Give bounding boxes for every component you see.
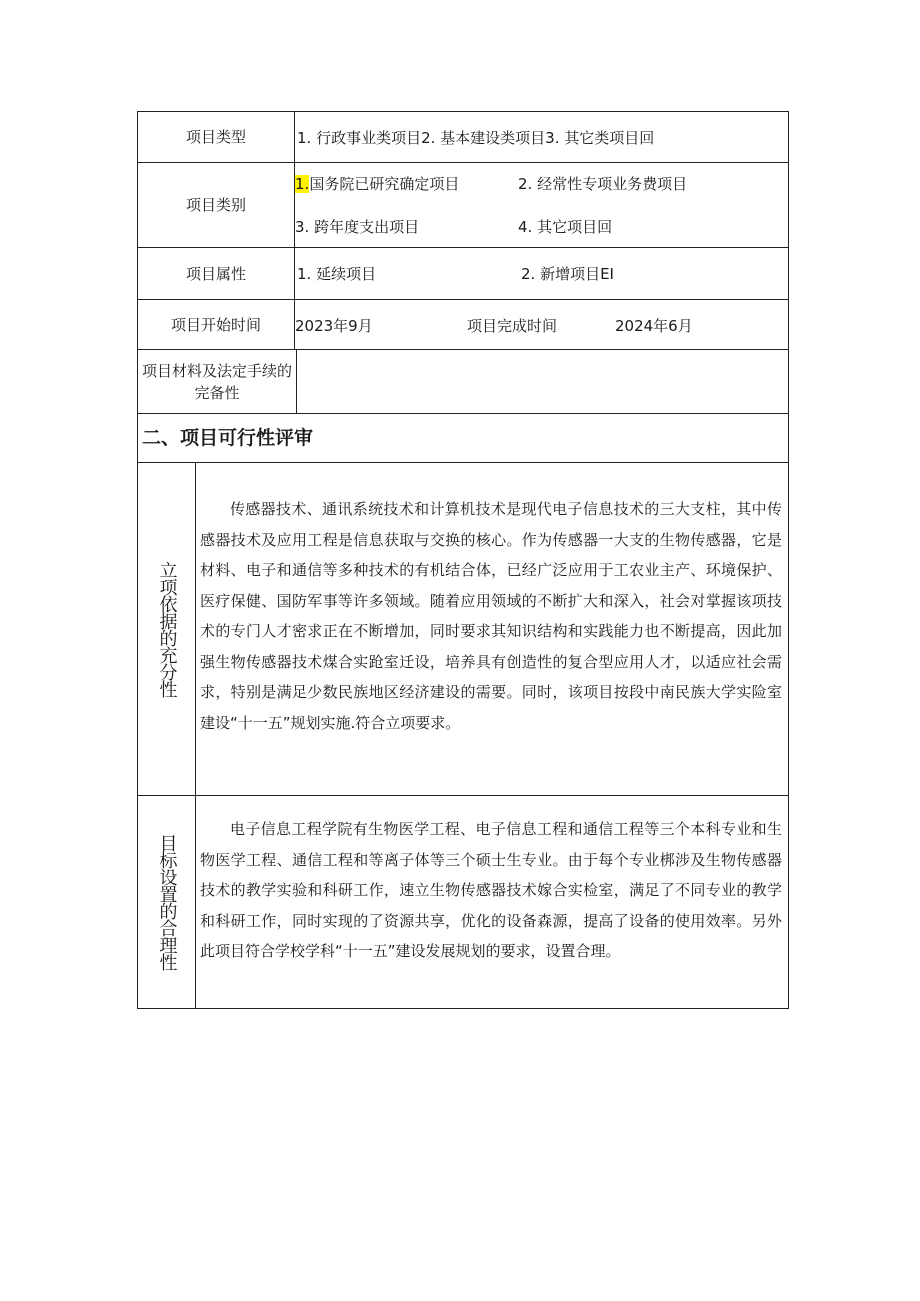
row-materials xyxy=(137,349,789,413)
row-project-time xyxy=(137,299,789,349)
row-project-attribute xyxy=(137,247,789,299)
section-title: 二、项目可行性评审 xyxy=(142,427,314,449)
category-option-1 xyxy=(295,173,459,194)
goal-label: 目标设置的合理性 xyxy=(156,834,178,970)
project-type-value-cell xyxy=(295,112,788,162)
start-time-value: 2023年9月 xyxy=(295,317,373,335)
row-project-type xyxy=(137,111,789,162)
goal-label-cell xyxy=(138,796,196,1008)
basis-label: 立项依据的充分性 xyxy=(156,561,178,697)
basis-label-cell xyxy=(138,463,196,795)
materials-label: 项目材料及法定手续的完备性 xyxy=(138,350,297,413)
project-attribute-value-cell xyxy=(295,248,788,299)
row-basis xyxy=(137,462,789,795)
end-time-label: 项目完成时间 xyxy=(467,317,558,335)
project-category-label: 项目类别 xyxy=(138,163,295,247)
evaluation-form xyxy=(137,111,789,1009)
section-header-row xyxy=(137,413,789,462)
project-type-value: 1. 行政事业类项目2. 基本建设类项目3. 其它类项目回 xyxy=(297,129,655,147)
category-option-1-number: 1. xyxy=(295,175,310,193)
row-project-category xyxy=(137,162,789,247)
category-option-3: 3. 跨年度支出项目 xyxy=(295,218,420,236)
start-time-label: 项目开始时间 xyxy=(138,300,295,349)
project-type-label: 项目类型 xyxy=(138,112,295,162)
attribute-option-1: 1. 延续项目 xyxy=(297,265,377,283)
goal-text: 电子信息工程学院有生物医学工程、电子信息工程和通信工程等三个本科专业和生物医学工程、通信工程和等离子体等三个硕士生专业。由于每个专业梆涉及生物传感器技术的教学实验和科研工作，速立生物传感器技术嫁合实检室，满足了不同专业的教学和科研工作，同时实现的了资源共享，优化的设备森源，提高了设备的使用效率。另外此项目符合学校学科“十一五”建设发展规划的要求，设置合理。 xyxy=(200,820,782,960)
end-time-value: 2024年6月 xyxy=(615,317,693,335)
project-category-value-cell xyxy=(295,163,788,247)
row-goal xyxy=(137,795,789,1009)
materials-value xyxy=(295,350,788,413)
basis-text: 传感器技术、通讯系统技术和计算机技术是现代电子信息技术的三大支柱，其中传感器技术及应用工程是信息获取与交换的核心。作为传感器一大支的生物传感器，它是材料、电子和通信等多种技术的有机结合体，已经广泛应用于工农业主产、环境保护、医疗保健、国防军事等许多领域。随着应用领域的不断扩大和深入，社会对掌握该项技术的专门人才密求正在不断增加，同时要求其知识结构和实践能力也不断提高，因此加强生物传感器技术煤合实跄室迁设，培养具有创造性的复合型应用人才，以适应社会需求，特别是满足少数民族地区经济建设的需要。同时，该项目按段中南民族大学实险室建设“十一五”规划实施.符合立项要求。 xyxy=(200,500,782,732)
project-attribute-label: 项目属性 xyxy=(138,248,295,299)
category-option-2: 2. 经常性专项业务费项目 xyxy=(518,175,688,193)
category-option-1-text: 国务院已研究确定项目 xyxy=(309,175,460,193)
project-time-value-cell xyxy=(295,300,788,349)
attribute-option-2: 2. 新增项目EI xyxy=(521,265,614,283)
category-option-4: 4. 其它项目回 xyxy=(518,218,613,236)
